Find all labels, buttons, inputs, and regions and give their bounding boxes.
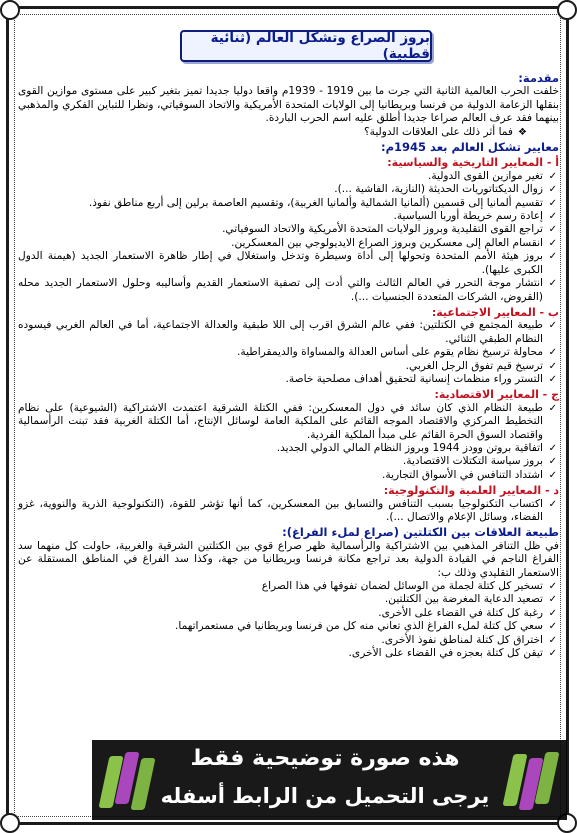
economic-heading: ج - المعايير الاقتصادية: bbox=[434, 388, 559, 402]
corner-ornament bbox=[0, 813, 20, 833]
list-item: ✓ انتشار موجة التحرر في العالم الثالث والتي أدت إلى تصفية الاستعمار القديم وأساليبه وحلول الاستعمار الجديد محله (القروض، الشركات المتعددة الجنسيات ...). bbox=[18, 277, 543, 304]
list-item: ✓ اشتداد التنافس في الأسواق التجارية. bbox=[18, 469, 543, 482]
list-item: ✓ رغبة كل كتلة في القضاء على الأخرى. bbox=[18, 607, 543, 620]
relations-heading: طبيعة العلاقات بين الكتلتين (صراع لملء الفراغ): bbox=[282, 525, 559, 540]
list-item: ✓ اكتساب التكنولوجيا بسبب التنافس والتسابق بين المعسكرين، كما أنها تؤشر للقوة، (التكنولوجية الذرية والنووية، غزو الفضاء، وسائل الإعلام والاتصال ...). bbox=[18, 498, 543, 525]
scientific-heading: د - المعايير العلمية والتكنولوجية: bbox=[383, 484, 559, 498]
list-item: ✓ تقسيم ألمانيا إلى قسمين (ألمانيا الشمالية وألمانيا الغربية)، وتقسيم العاصمة برلين إلى أربع مناطق نفوذ. bbox=[18, 197, 543, 210]
list-item: ✓ بروز سياسة التكتلات الاقتصادية. bbox=[18, 455, 543, 468]
corner-ornament bbox=[0, 0, 20, 20]
economic-list bbox=[18, 402, 559, 482]
list-item: ✓ تصعيد الدعاية المغرضة بين الكتلتين. bbox=[18, 593, 543, 606]
list-item: ✓ بروز هيئة الأمم المتحدة وتحولها إلى أداة وسيطرة وتدخل واستغلال في إطار ظاهرة الاستعمار الجديد (هيمنة الدول الكبرى عليها). bbox=[18, 250, 543, 277]
list-item: ✓ زوال الديكتاتوريات الحديثة (النازية، الفاشية ...). bbox=[18, 183, 543, 196]
list-item: ✓ اختراق كل كتلة لمناطق نفوذ الأخرى. bbox=[18, 634, 543, 647]
scientific-list bbox=[18, 498, 559, 525]
intro-question: ❖ فما أثر ذلك على العلاقات الدولية؟ bbox=[18, 126, 559, 139]
list-item: ✓ تراجع القوى التقليدية وبروز الولايات المتحدة الأمريكية والاتحاد السوفياتي. bbox=[18, 223, 543, 236]
list-item: ✓ انقسام العالم إلى معسكرين وبروز الصراع الايديولوجي بين المعسكرين. bbox=[18, 237, 543, 250]
list-item: ✓ تغير موازين القوى الدولية. bbox=[18, 170, 543, 183]
watermark-line-2: يرجى التحميل من الرابط أسفله bbox=[160, 784, 490, 808]
list-item: ✓ طبيعة المجتمع في الكتلتين: ففي عالم الشرق اقرب إلى اللا طبقية والعدالة الاجتماعية، أما في العالم الغربي فيسوده النظام الطبقي الثنائي. bbox=[18, 319, 543, 346]
list-item: ✓ ترسيخ قيم تفوق الرجل الغربي. bbox=[18, 360, 543, 373]
corner-ornament bbox=[557, 0, 577, 20]
list-item: ✓ سعي كل كتلة لملء الفراغ الذي تعاني منه كل من فرنسا وبريطانيا في مستعمراتهما. bbox=[18, 620, 543, 633]
page-title: بروز الصراع وتشكل العالم (ثنائية قطبية) bbox=[180, 30, 432, 62]
document-body bbox=[18, 70, 559, 660]
list-item: ✓ تيقن كل كتلة بعجزه في القضاء على الأخرى. bbox=[18, 647, 543, 660]
intro-heading: مقدمة: bbox=[518, 71, 559, 85]
list-item: ✓ محاولة ترسيخ نظام يقوم على أساس العدالة والمساواة والديمقراطية. bbox=[18, 346, 543, 359]
intro-paragraph: خلفت الحرب العالمية الثانية التي جرت ما بين 1919 - 1939م واقعا دوليا جديدا تميز بتغير كبير على مستوى موازين القوى بنقلها الزعامة الدولية من فرنسا وبريطانيا إلى الولايات المتحدة الأمريكية والاتحاد السوفياتي، ونظرا للتباين الفكري والمذهبي بينهما فقد عرف العالم صراعا جديدا أطلق عليه اسم الحرب الباردة. bbox=[18, 85, 559, 125]
list-item: ✓ تسخير كل كتلة لجملة من الوسائل لضمان تفوقها في هذا الصراع bbox=[18, 580, 543, 593]
social-list bbox=[18, 319, 559, 386]
relations-list bbox=[18, 580, 559, 660]
list-item: ✓ التستر وراء منظمات إنسانية لتحقيق أهداف مصلحية خاصة. bbox=[18, 373, 543, 386]
criteria-heading: معايير تشكل العالم بعد 1945م: bbox=[381, 140, 559, 155]
historical-heading: أ - المعايير التاريخية والسياسية: bbox=[387, 156, 559, 170]
watermark-line-1: هذه صورة توضيحية فقط bbox=[190, 746, 460, 771]
list-item: ✓ إعادة رسم خريطة أوربا السياسية. bbox=[18, 210, 543, 223]
social-heading: ب - المعايير الاجتماعية: bbox=[431, 305, 559, 319]
historical-list bbox=[18, 170, 559, 304]
list-item: ✓ طبيعة النظام الذي كان سائد في دول المعسكرين: ففي الكتلة الشرقية اعتمدت الاشتراكية (الشيوعية) على نظام التخطيط المركزي والاقتصاد الموجه القائم على الملكية العامة لوسائل الإنتاج، أما الكتلة الغربية فقد تبنت الرأسمالية واقتصاد السوق الحرة القائم على مبدأ الملكية الفردية. bbox=[18, 402, 543, 442]
relations-paragraph: في ظل التنافر المذهبي بين الاشتراكية والرأسمالية ظهر صراع قوي بين الكتلتين الشرقية والغربية، حاولت كل منهما سد الفراغ الناجم في القيادة الدولية بعد تراجع مكانة فرنسا وبريطانيا من جهة، وكذا سد الفراغ في المناطق المستقلة عن الاستعمار التقليدي وذلك ب: bbox=[18, 539, 559, 579]
list-item: ✓ اتفاقية بروتن وودز 1944 وبروز النظام المالي الدولي الجديد. bbox=[18, 442, 543, 455]
